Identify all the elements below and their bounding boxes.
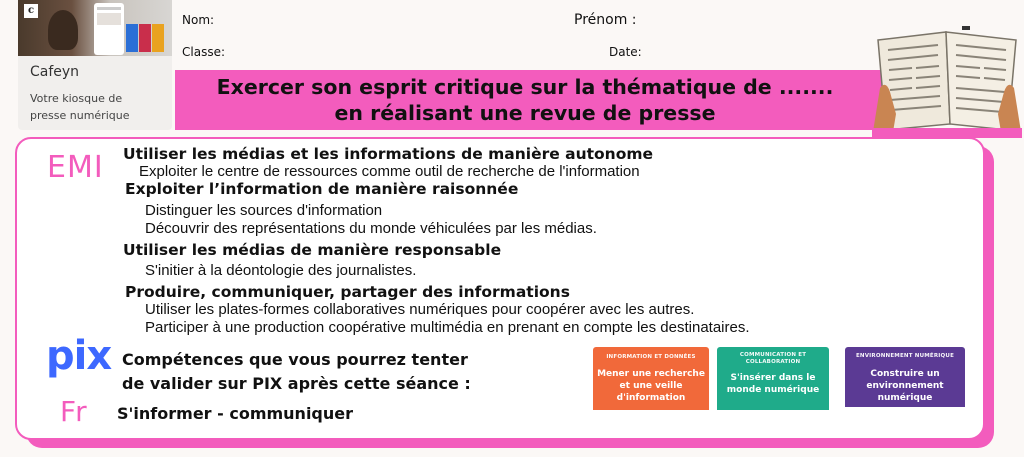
section-item: Découvrir des représentations du monde véhiculées par les médias.: [145, 220, 597, 237]
french-competence: S'informer - communiquer: [117, 404, 354, 423]
date-label: Date:: [609, 45, 642, 59]
prenom-label: Prénom :: [574, 12, 637, 28]
pix-badge-communication: [717, 347, 829, 410]
magazine-cover: [152, 24, 164, 52]
badge-category: COMMUNICATION ET COLLABORATION: [739, 352, 807, 365]
badge-category: INFORMATION ET DONNÉES: [606, 354, 696, 360]
section-item: Distinguer les sources d'information: [145, 202, 383, 219]
badge-name: Mener une recherche et une veille d'information: [597, 369, 705, 403]
magazine-cover: [126, 24, 138, 52]
badge-category: ENVIRONNEMENT NUMÉRIQUE: [855, 353, 955, 359]
classe-label: Classe:: [182, 45, 225, 59]
pix-badge-information: [593, 347, 709, 410]
badge-name: Construire un environnement numérique: [866, 369, 944, 403]
pix-logo: pix: [46, 333, 112, 379]
page-title: [175, 74, 875, 126]
pix-text-line: de valider sur PIX après cette séance :: [122, 374, 471, 393]
page-title-line: Exercer son esprit critique sur la thématique de .......: [216, 75, 834, 99]
section-heading: Produire, communiquer, partager des informations: [125, 283, 570, 301]
newspaper-illustration-icon: [872, 18, 1022, 138]
badge-name: S'insérer dans le monde numérique: [726, 373, 820, 395]
cafeyn-logo: c: [24, 4, 38, 18]
magazine-cover: [139, 24, 151, 52]
pix-badge-environnement: [845, 347, 965, 407]
section-heading: Utiliser les médias et les informations de manière autonome: [123, 145, 654, 163]
emi-label: EMI: [47, 150, 104, 185]
cafeyn-subtitle-line: Votre kiosque de: [30, 92, 123, 105]
section-heading: Exploiter l’information de manière raisonnée: [125, 180, 519, 198]
cafeyn-subtitle: [30, 90, 170, 124]
section-item: Utiliser les plates-formes collaboratives numériques pour coopérer avec les autres.: [145, 301, 695, 318]
cafeyn-card[interactable]: [18, 0, 172, 130]
pix-text-line: Compétences que vous pourrez tenter: [122, 350, 468, 369]
cafeyn-title: Cafeyn: [30, 64, 80, 80]
french-label: Fr: [60, 395, 88, 428]
reader-figure: [48, 10, 78, 50]
section-item: Participer à une production coopérative multimédia en prenant en compte les destinataires.: [145, 319, 750, 336]
phone-mockup: [94, 3, 124, 55]
cafeyn-photo: [18, 0, 172, 56]
section-item: S'initier à la déontologie des journalistes.: [145, 262, 417, 279]
section-item: Exploiter le centre de ressources comme outil de recherche de l'information: [139, 163, 640, 180]
cafeyn-subtitle-line: presse numérique: [30, 109, 130, 122]
page-title-line: en réalisant une revue de presse: [334, 101, 716, 125]
nom-label: Nom:: [182, 13, 215, 27]
section-heading: Utiliser les médias de manière responsable: [123, 241, 502, 259]
